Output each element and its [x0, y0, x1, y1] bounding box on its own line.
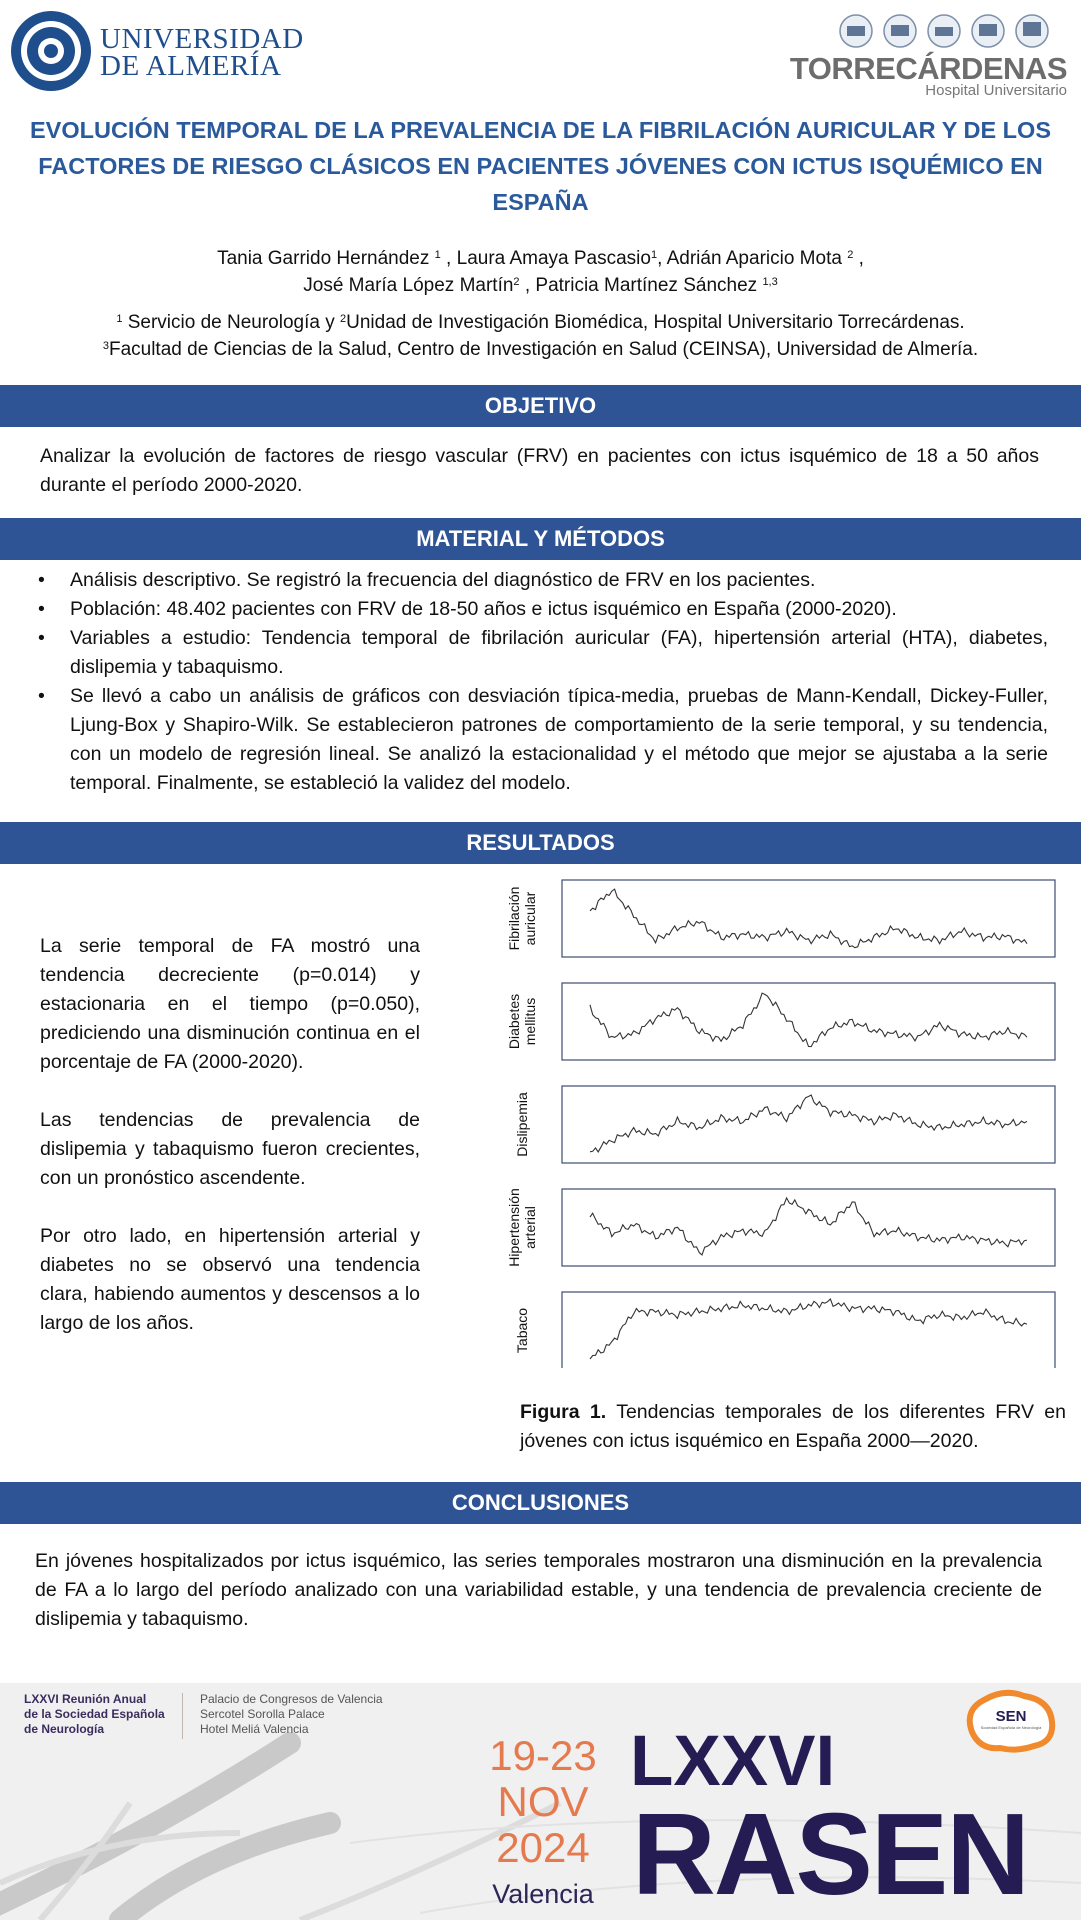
- chart-ylabel: [506, 887, 538, 951]
- author-affiliation-mark: 1,3: [762, 276, 778, 288]
- university-name-line2: DE ALMERÍA: [100, 50, 282, 82]
- chart-ylabel: [514, 1308, 530, 1353]
- footer-divider: [182, 1693, 183, 1739]
- meeting-name-line: de Neurología: [24, 1722, 105, 1736]
- footer-banner: [0, 1683, 1081, 1920]
- venue-line: Sercotel Sorolla Palace: [200, 1707, 325, 1721]
- meeting-name: [24, 1692, 165, 1737]
- results-paragraph: Las tendencias de prevalencia de dislipemia y tabaquismo fueron crecientes, con un pronóstico ascendente.: [40, 1109, 420, 1189]
- author-affiliation-mark: 2: [513, 276, 520, 288]
- affiliation-mark: 3: [102, 340, 109, 352]
- results-paragraph: La serie temporal de FA mostró una tendencia decreciente (p=0.014) y estacionaria en el tiempo (p=0.050), prediciendo una disminución continua en el porcentaje de FA (2000-2020).: [40, 935, 420, 1073]
- chart-ylabel: [506, 1188, 538, 1267]
- venue-line: Hotel Meliá Valencia: [200, 1722, 309, 1736]
- chart-ylabel-line: mellitus: [522, 997, 538, 1046]
- meeting-name-line: LXXVI Reunión Anual: [24, 1692, 147, 1706]
- author-affiliation-mark: 1: [434, 249, 441, 261]
- affiliation-text: Servicio de Neurología y: [127, 312, 335, 333]
- hospital-name: TORRECÁRDENAS: [789, 51, 1067, 86]
- event-date-line: NOV: [497, 1778, 589, 1825]
- affiliation-text: Unidad de Investigación Biomédica, Hospital Universitario Torrecárdenas.: [346, 312, 965, 333]
- hospital-subtitle: Hospital Universitario: [925, 82, 1067, 99]
- event-date-line: 2024: [496, 1824, 590, 1871]
- author-list: Tania Garrido Hernández $^1$ , Laura Amaya Pascasio$^1$, Adrián Aparicio Mota $^2$ , José María López Martín$^2$ , Patricia Martínez Sánchez $^{1,3}$: [217, 248, 864, 296]
- section-heading-conclusions: CONCLUSIONES: [0, 1482, 1081, 1524]
- chart-ylabel-line: Dislipemia: [514, 1092, 530, 1157]
- figure-caption: [520, 1398, 1066, 1456]
- results-paragraph: Por otro lado, en hipertensión arterial y diabetes no se observó una tendencia clara, habiendo aumentos y descensos a lo largo de los años.: [40, 1225, 420, 1334]
- list-item-text: Población: 48.402 pacientes con FRV de 18-50 años e ictus isquémico en España (2000-2020).: [70, 598, 897, 620]
- chart-ylabel-line: Diabetes: [506, 993, 522, 1050]
- university-seal-logo: [10, 10, 92, 92]
- event-city: Valencia: [492, 1879, 594, 1909]
- author-name: Patricia Martínez Sánchez: [535, 275, 758, 296]
- section-heading-methods: MATERIAL Y MÉTODOS: [0, 518, 1081, 560]
- list-item: [38, 595, 1048, 624]
- bullet-icon: •: [38, 569, 45, 591]
- bullet-icon: •: [38, 685, 45, 707]
- hospital-logo-icons: [838, 12, 1053, 50]
- author-affiliation-mark: 1: [650, 249, 658, 261]
- section-heading-results: RESULTADOS: [0, 822, 1081, 864]
- chart-ylabel-line: Hipertensión: [506, 1188, 522, 1267]
- author-name: Laura Amaya Pascasio: [456, 248, 651, 269]
- chart-ylabel-line: arterial: [522, 1206, 538, 1249]
- time-series-figure: [500, 868, 1065, 1368]
- event-acronym: RASEN: [632, 1789, 1029, 1919]
- author-name: Tania Garrido Hernández: [217, 248, 430, 269]
- list-item-text: Análisis descriptivo. Se registró la frecuencia del diagnóstico de FRV en los pacientes.: [70, 569, 816, 591]
- figure-caption-label: Figura 1.: [520, 1401, 607, 1423]
- venue-list: [200, 1692, 383, 1737]
- chart-panel-frame: [562, 1189, 1055, 1266]
- methods-list: [38, 566, 1048, 798]
- conclusions-text: En jóvenes hospitalizados por ictus isquémico, las series temporales mostraron una disminución en la prevalencia de FA a lo largo del período analizado con una variabilidad estable, y una tendencia de prevalencia creciente de dislipemia y tabaquismo.: [35, 1550, 1042, 1630]
- results-text: [40, 932, 420, 1367]
- chart-ylabel-line: auricular: [522, 891, 538, 946]
- chart-panel-frame: [562, 880, 1055, 957]
- chart-ylabel-line: Fibrilación: [506, 886, 522, 951]
- bullet-icon: •: [38, 627, 45, 649]
- list-item-text: Variables a estudio: Tendencia temporal de fibrilación auricular (FA), hipertensión arterial (HTA), diabetes, dislipemia y tabaquismo.: [70, 627, 1048, 678]
- chart-panel-frame: [562, 1086, 1055, 1163]
- affiliations: [40, 309, 1041, 363]
- author-name: José María López Martín: [303, 275, 514, 296]
- sen-logo-subtitle: Sociedad Española de Neurología: [980, 1725, 1042, 1730]
- figure-caption-text: Tendencias temporales de los diferentes FRV en jóvenes con ictus isquémico en España 2000—2020.: [520, 1401, 1066, 1452]
- event-edition: LXXVI: [630, 1722, 836, 1801]
- list-item: [38, 624, 1048, 682]
- venue-line: Palacio de Congresos de Valencia: [200, 1692, 383, 1706]
- affiliation-text: Facultad de Ciencias de la Salud, Centro de Investigación en Salud (CEINSA), Universidad de Almería.: [108, 339, 979, 360]
- list-item-text: Se llevó a cabo un análisis de gráficos con desviación típica-media, pruebas de Mann-Kendall, Dickey-Fuller, Ljung-Box y Shapiro-Wilk. Se establecieron patrones de comportamiento de la serie temporal, y su tendencia, con un modelo de regresión lineal. Se analizó la estacionalidad y el método que mejor se ajustaba a la serie temporal. Finalmente, se estableció la validez del modelo.: [70, 685, 1048, 794]
- affiliation-mark: 2: [340, 313, 347, 325]
- bullet-icon: •: [38, 598, 45, 620]
- poster-title: EVOLUCIÓN TEMPORAL DE LA PREVALENCIA DE LA FIBRILACIÓN AURICULAR Y DE LOS FACTORES DE RIESGO CLÁSICOS EN PACIENTES JÓVENES CON ICTUS ISQUÉMICO EN ESPAÑA: [30, 117, 1051, 215]
- meeting-name-line: de la Sociedad Española: [24, 1707, 165, 1721]
- university-name: [100, 23, 304, 82]
- chart-ylabel-line: Tabaco: [514, 1307, 530, 1354]
- event-date-line: 19-23: [489, 1732, 597, 1779]
- event-dates: [482, 1733, 604, 1871]
- chart-ylabel: [514, 1092, 530, 1157]
- chart-panel-frame: [562, 983, 1055, 1060]
- sen-brain-logo: [960, 1688, 1060, 1756]
- section-heading-objetivo: OBJETIVO: [0, 385, 1081, 427]
- author-affiliation-mark: 2: [847, 249, 854, 261]
- affiliation-mark: 1: [116, 313, 123, 325]
- author-name: Adrián Aparicio Mota: [666, 248, 842, 269]
- list-item: [38, 682, 1048, 798]
- list-item: [38, 566, 1048, 595]
- objetivo-text: Analizar la evolución de factores de riesgo vascular (FRV) en pacientes con ictus isquémico de 18 a 50 años durante el período 2000-2020.: [40, 445, 1039, 496]
- chart-ylabel: [506, 994, 538, 1049]
- sen-logo-label: SEN: [995, 1708, 1027, 1725]
- university-name-line1: UNIVERSIDAD: [100, 23, 304, 55]
- chart-panel-frame: [562, 1292, 1055, 1368]
